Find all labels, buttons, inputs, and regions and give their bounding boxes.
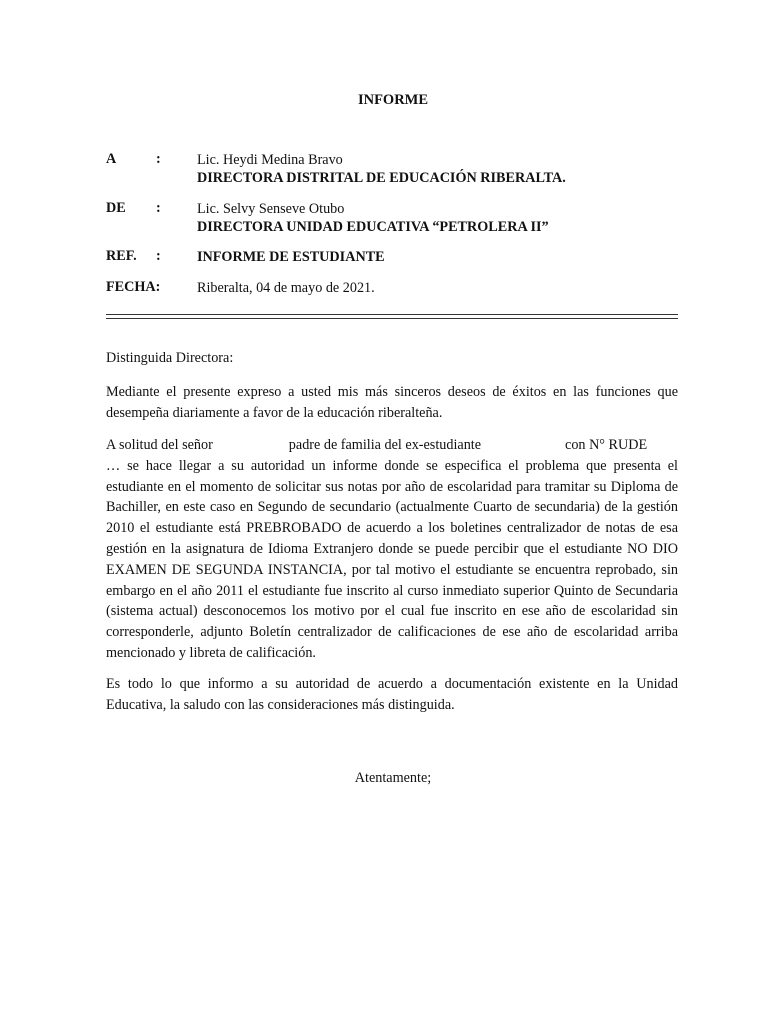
header-date-label: FECHA: <box>106 279 161 295</box>
header-from-position: DIRECTORA UNIDAD EDUCATIVA “PETROLERA II” <box>197 219 549 235</box>
paragraph-report-first-line <box>106 435 678 456</box>
header-from-label: DE <box>106 200 126 216</box>
paragraph-report-body: … se hace llegar a su autoridad un informe donde se especifica el problema que presenta el estudiante en el momento de solicitar sus notas por año de escolaridad para tramitar su Diploma de Bachiller, en este caso en Segundo de secundario (actualmente Cuarto de secundaria) de la gestión 2010 el estudiante está PREBROBADO de acuerdo a los boletines centralizador de notas de esa gestión en la asignatura de Idioma Extranjero donde se puede percibir que el estudiante NO DIO EXAMEN DE SEGUNDA INSTANCIA, por tal motivo el estudiante se encuentra reprobado, sin embargo en el año 2011 el estudiante fue inscrito al curso inmediato superior Quinto de Secundaria (sistema actual) desconocemos los motivo por el cual fue inscrito en ese año de escolaridad sin corresponderle, adjunto Boletín centralizador de calificaciones de ese año de escolaridad arriba mencionado y libreta de calificación. <box>106 457 678 661</box>
header-ref-value: INFORME DE ESTUDIANTE <box>197 249 385 265</box>
header-ref-colon: : <box>156 248 161 264</box>
header-divider-bottom <box>106 318 678 319</box>
header-to-colon: : <box>156 151 161 167</box>
header-from-colon: : <box>156 200 161 216</box>
closing-salutation: Atentamente; <box>354 770 432 786</box>
paragraph-report-part1: A solitud del señor <box>106 437 213 453</box>
paragraph-closing: Es todo lo que informo a su autoridad de acuerdo a documentación existente en la Unidad Educativa, la saludo con las consideraciones más distinguida. <box>106 676 678 713</box>
header-date-value: Riberalta, 04 de mayo de 2021. <box>197 280 375 296</box>
paragraph-report-part3: con N° RUDE <box>565 437 648 453</box>
header-to-name: Lic. Heydi Medina Bravo <box>197 152 343 168</box>
header-from-value <box>197 200 549 236</box>
header-divider-top <box>106 314 678 315</box>
header-from-name: Lic. Selvy Senseve Otubo <box>197 201 345 217</box>
paragraph-report <box>106 435 678 664</box>
greeting: Distinguida Directora: <box>106 350 234 366</box>
header-to-label: A <box>106 151 117 167</box>
header-ref-label: REF. <box>106 248 137 264</box>
document-title: INFORME <box>357 92 429 108</box>
paragraph-intro: Mediante el presente expreso a usted mis más sinceros deseos de éxitos en las funciones que desempeña diariamente a favor de la educación riberalteña. <box>106 384 678 421</box>
header-to-value <box>197 151 566 187</box>
paragraph-report-part2: padre de familia del ex-estudiante <box>288 437 482 453</box>
header-to-position: DIRECTORA DISTRITAL DE EDUCACIÓN RIBERALTA. <box>197 170 566 186</box>
